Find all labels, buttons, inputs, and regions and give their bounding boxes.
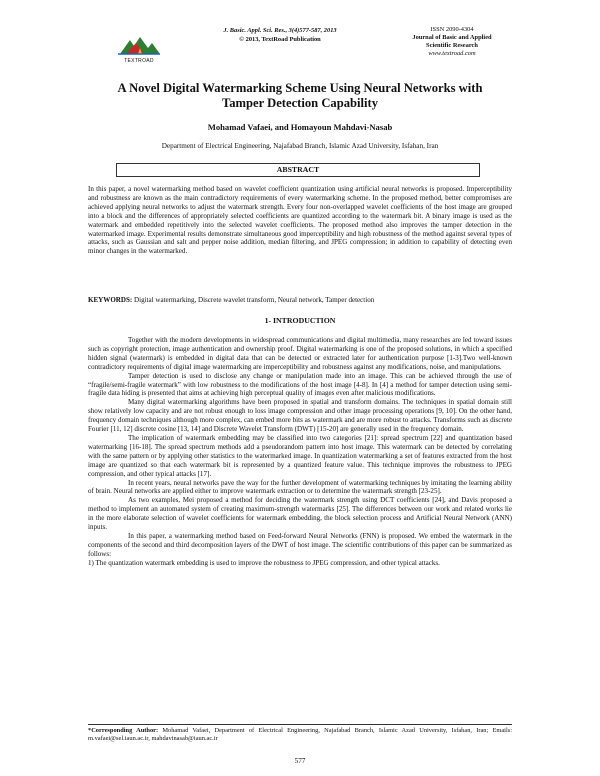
paragraph: Together with the modern developments in widespread communications and digital multimedia, many researches are led toward issues such as copyright protection, image authentication and ownership proof. Digital watermarking is one of the proposed solutions, in which a specified hidden signal (watermark) is embedded in digital data that can be detected or extracted later for authentication purpose [1-3].Two well-known contradictory requirements of digital image watermarking are imperceptibility and robustness against any modifications, noise, and manipulations. [88,336,512,371]
issn: ISSN 2090-4304 [430,26,474,33]
authors: Mohamad Vafaei, and Homayoun Mahdavi-Nasab [207,122,393,132]
textroad-logo-icon [116,34,162,56]
paper-title [80,81,520,111]
abstract-heading: ABSTRACT [116,163,480,177]
keywords-text: Digital watermarking, Discrete wavelet transform, Neural network, Tamper detection [134,296,375,304]
abstract-text: In this paper, a novel watermarking method based on wavelet coefficient quantization using artificial neural networks is proposed. Imperceptibility and robustness are known as the main contradictory requirements of every watermarking scheme. In the proposed method, better compromises are achieved applying neural networks to adjust the watermark strength. Every four non-overlapped wavelet coefficients of the host image are grouped into a block and the differences of appropriately selected coefficients are quantized according to the watermark bit. A binary image is used as the watermark and embedded repetitively into the selected wavelet coefficients. The proposed method also improves the tamper detection in the watermarked image. Experimental results demonstrate simultaneous good imperceptibility and high robustness of the method against several types of attacks, such as Gaussian and salt and pepper noise addition, median filtering, and JPEG compression; in addition to capability of detecting even minor changes in the watermarked. [88,185,512,256]
journal-citation: J. Basic. Appl. Sci. Res., 3(4)577-587, 2013 [223,27,337,34]
paragraph: In recent years, neural networks pave the way for the further development of watermarking techniques by imitating the learning ability of brain. Neural networks are applied either to improve watermark extraction or to determine the watermark strength [23-25]. [88,478,512,496]
footnote-divider [88,724,512,725]
journal-name-line1: Journal of Basic and Applied [412,34,492,41]
paragraph: The implication of watermark embedding may be classified into two categories [21]: spread spectrum [22] and quantization based watermarking [16-18]. The spread spectrum methods add a pseudorandom pattern into host image. This watermark can be detected by correlating with the same pattern or by applying other statistics to the watermarked image. In quantization watermarking a set of features extracted from the host image are quantized so that each watermark bit is represented by a quantized feature value. This technique improves the robustness to JPEG compression, and other typical attacks [17]. [88,433,512,478]
journal-info-block [392,26,512,58]
corresponding-author-footnote [88,727,512,743]
journal-name-line2: Scientific Research [426,42,478,49]
paragraph: Tamper detection is used to disclose any change or manipulation made into an image. This can be achieved through the use of “fragile/semi-fragile watermark” with low robustness to the modifications of the host image [4-8]. In [4] a method for tamper detection using semi-fragile data hiding is presented that aims at achieving high perceptual quality of images even after malicious modifications. [88,371,512,398]
journal-citation-block [200,26,360,44]
paragraph: As two examples, Mei proposed a method for deciding the watermark strength using DCT coefficients [24], and Davis proposed a method to implement an automated system of creating maximum-strength watermarks [25]. The differences between our work and related works lie in the more elaborate selection of wavelet coefficients for watermark embedding, the block selection process and Artificial Neural Network (ANN) inputs. [88,496,512,532]
copyright-line: © 2013, TextRoad Publication [239,36,321,43]
paragraph: Many digital watermarking algorithms have been proposed in spatial and transform domains. The techniques in spatial domain still show relatively low capacity and are not robust enough to loss image compression and other image processing operations [9, 10]. On the other hand, frequency domain techniques although more complex, can embed more bits as watermark and are more robust to attacks. Transforms such as discrete Fourier [11, 12] discrete cosine [13, 14] and Discrete Wavelet Transform (DWT) [15-20] are generally used in the frequency domain. [88,398,512,434]
section-heading-introduction: 1- INTRODUCTION [264,316,336,325]
title-line1: A Novel Digital Watermarking Scheme Using Neural Networks with [117,81,483,95]
footnote-label: *Corresponding Author: [88,727,159,734]
keywords-label: KEYWORDS: [88,296,133,304]
journal-header [0,26,600,76]
footnote-text: Mohamad Vafaei, Department of Electrical Engineering, Najafabad Branch, Islamic Azad University, Isfahan, Iran; Emails: m.vafaei@sel.iaun.ac.ir, mahdavinasab@iaun.ac.ir [88,727,512,742]
logo-text: TEXTROAD [124,58,154,64]
page-number: 577 [294,757,306,765]
introduction-body [88,336,512,568]
keywords-line [88,296,512,305]
title-line2: Tamper Detection Capability [221,96,379,110]
paragraph: In this paper, a watermarking method based on Feed-forward Neural Networks (FNN) is proposed. We embed the watermark in the components of the second and third decomposition layers of the DWT of host image. The scientific contributions of this paper can be summarized as follows: [88,531,512,558]
journal-website: www.textroad.com [428,50,476,57]
contribution-item: 1) The quantization watermark embedding is used to improve the robustness to JPEG compression, and other typical attacks. [88,558,440,567]
affiliation: Department of Electrical Engineering, Najafabad Branch, Islamic Azad University, Isfahan, Iran [161,142,439,150]
